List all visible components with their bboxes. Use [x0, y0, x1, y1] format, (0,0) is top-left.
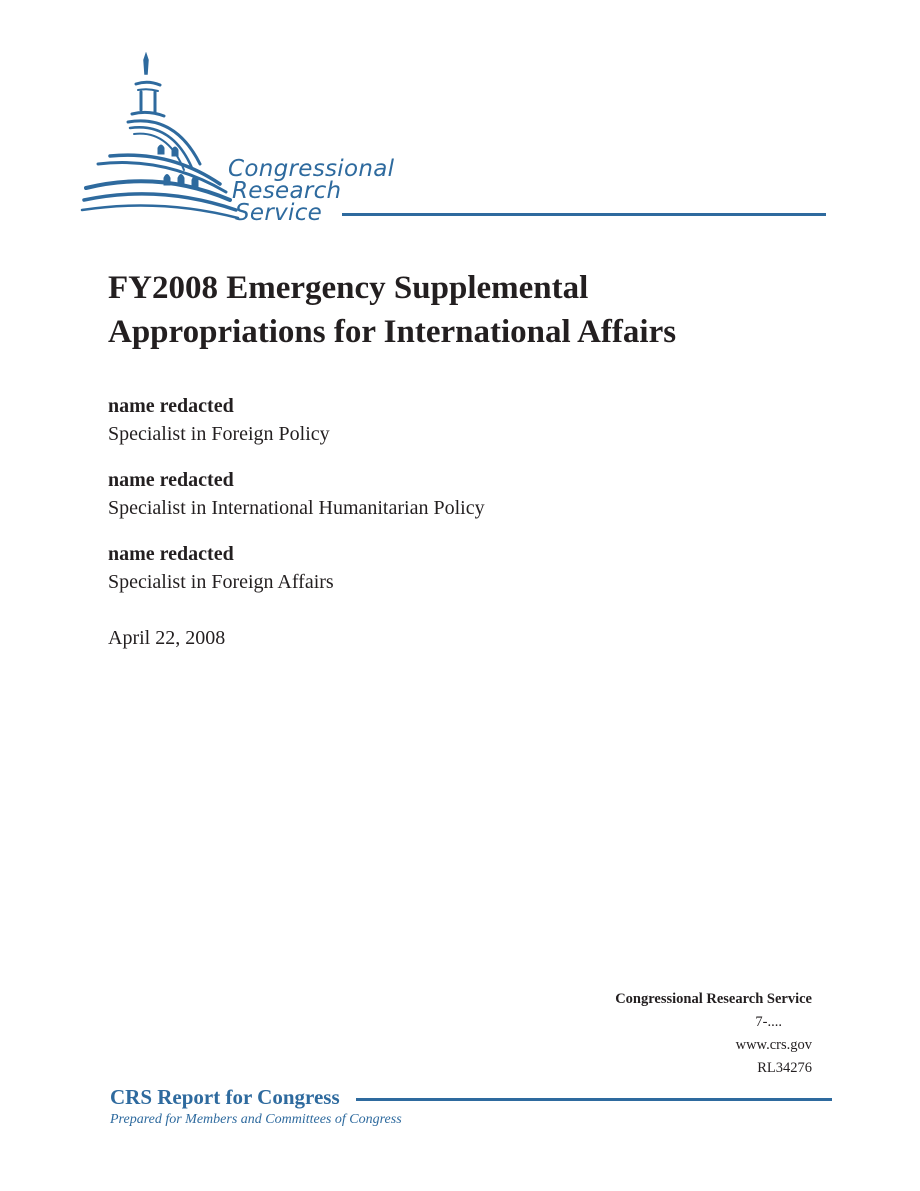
crs-logo	[80, 52, 840, 227]
report-title-line1: FY2008 Emergency Supplemental	[108, 270, 589, 306]
logo-text-congressional: Congressional	[228, 156, 395, 182]
footer-title: CRS Report for Congress	[110, 1085, 340, 1109]
website-link[interactable]: www.crs.gov	[735, 1037, 812, 1053]
report-date: April 22, 2008	[108, 627, 226, 649]
author-role: Specialist in International Humanitarian Policy	[108, 497, 485, 519]
logo-divider	[342, 213, 826, 216]
logo-text-service: Service	[235, 200, 323, 226]
author-role: Specialist in Foreign Policy	[108, 423, 330, 445]
report-title-line2: Appropriations for International Affairs	[108, 314, 677, 350]
author-name: name redacted	[108, 543, 234, 565]
author-role: Specialist in Foreign Affairs	[108, 571, 334, 593]
report-title	[108, 266, 848, 354]
footer-subtitle: Prepared for Members and Committees of Congress	[110, 1112, 402, 1127]
author-name: name redacted	[108, 469, 234, 491]
footer-divider	[356, 1098, 832, 1101]
author-block	[108, 466, 485, 522]
org-name: Congressional Research Service	[615, 991, 812, 1007]
report-number: RL34276	[757, 1060, 812, 1076]
capitol-dome-icon	[80, 52, 250, 227]
logo-text-research: Research	[232, 178, 342, 204]
author-block	[108, 392, 330, 448]
report-info-block	[615, 988, 812, 1080]
author-name: name redacted	[108, 395, 234, 417]
author-block	[108, 540, 334, 596]
report-code: 7-....	[755, 1014, 782, 1030]
